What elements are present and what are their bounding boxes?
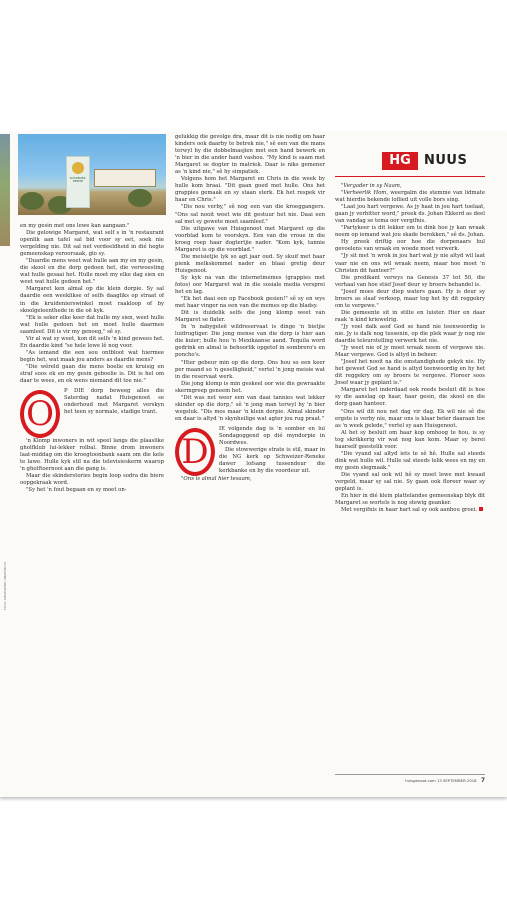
paragraph: "Die wêreld gaan die mens boelie en kruisig en straf soos ek en my gesin geboelie is. Dit is hel om daar te wees, en ek wens niemand dit toe nie." <box>20 363 164 385</box>
paragraph-text: weergalm die stemme van lidmate wat hierdie bekende loflied uit volle bors sing. <box>335 190 485 204</box>
article-column-3 <box>335 183 485 514</box>
paragraph: "Partykeer is dit lekker om te dink hoe jy kan wraak neem op iemand wat jou skade berokken," sê ds. Johan. <box>335 225 485 239</box>
paragraph: "Josef het nooit na die omstandighede gekyk nie. Hy het geweet God se hand is altyd teenwoordig en hy het dit reggekry om sy broers te vergewe. Floreer soos Josef waar jy geplant is." <box>335 359 485 387</box>
paragraph: "Duardie mens weet wat hulle aan my en my gesin, die skool en die dorp gedoen het, die verwoesting wat hulle gesaai het. Hulle moet my elke dag sien en weet wat hulle gedoen het." <box>20 258 164 286</box>
paragraph: "As iemand die een sou ontbloot wat hiermee begin het, wat maak jou anders as daardie mens? <box>20 349 164 363</box>
photo-tree <box>20 192 44 210</box>
dropcap-letter: O <box>20 390 60 438</box>
hymn-line <box>335 183 485 190</box>
paragraph: Margaret het inderdaad ook reeds besluit dit is hoe sy die aanslag op haar, haar gesin, die skool en die dorp gaan hanteer. <box>335 387 485 408</box>
paragraph: Die predikant verwys na Genesis 37 tot 50, die verhaal van hoe stief Josef deur sy broers behandel is. <box>335 274 485 288</box>
paragraph: Die meisietjie lyk so agt jaar oud. Sy skuif met haar pienk melkskommel nader en blaai gretig deur Huisgenoot. <box>175 253 325 274</box>
paragraph: en my gesin met ons lewe kan aangaan." <box>20 223 130 229</box>
paragraph: "Jy voel dalk asof God se hand nie teenwoordig is nie. Jy is dalk nog tussenin, op die plek waar jy nog nie daardie teleurstelling verwerk het nie. <box>335 323 485 345</box>
paragraph: En hier in dié klein plattelandse gemeenskap blyk dit Margaret se wortels is nog stewig geanker. <box>335 493 485 507</box>
paragraph: Maar die skinderstories begin loop sodra die biere oopgekraak word. <box>20 473 164 487</box>
paragraph: In 'n nabygeleë wildreservaat is dinge 'n bietjie luidrugtiger. Die jong mense van die dorp is hier aan die kuier; hulle hou 'n Mexikaanse aand. Tequila word gedrink en almal is behoorlik opgetof in sombrero's en poncho's. <box>175 324 325 359</box>
paragraph: "Ek het daai een op Facebook gesien!" sê sy en wys met haar vinger na een van die memes op die bladsy. <box>175 296 325 310</box>
paragraph: "Jy weet nie of jy moet wraak neem of vergewe nie. Maar vergewe. God is altyd in beheer. <box>335 345 485 359</box>
paragraph: Die gelowige Margaret, wat self s in 'n restaurant openlik aan tafel sal bid voor sy eet, soek nie vergelding nie. Dit sal net verdeeldheid in dié hegte gemeenskap veroorsaak, glo sy. <box>20 230 164 258</box>
paragraph: Die uitgawe van Huisgenoot met Margaret op die voorblad kom te voorskyn. Een van die vroue in die kroeg roep haar dogtertjie nader. "Kom kyk, tannie Margaret is op die voorblad." <box>175 225 325 253</box>
article-column-2 <box>175 134 325 483</box>
paragraph: Die stowwerige strate is stil, maar in die NG kerk op Schweizer-Reneke dawer lofsang tussendeur die kerkbanke en by die voordeur uit. <box>219 447 325 475</box>
paragraph: "Dis nou verby," sê nog een van die kroeggangers. "Ons sal nooit weet wie dit gestuur het nie. Daai een sal met sy gewete moet saamleef." <box>175 204 325 225</box>
page-footer <box>335 774 485 784</box>
paragraph: Al het sy besluit om haar kop omhoog te hou, is sy tog skrikkerig vir wat nog kan kom. Maar sy berei haarself geestelik voor. <box>335 429 485 450</box>
paragraph: Die gemeente sit in stilte en luister. Hier en daar raak 'n kind kriewelrig. <box>335 309 485 323</box>
footer-date: 13 SEPTEMBER 2018 <box>436 778 477 783</box>
paragraph: "Jy sit met 'n wrok in jou hart wat jy nie altyd wil laat vaar nie en ons wil wraak neem, maar hoe moet 'n Christen dit hanteer?" <box>335 253 485 274</box>
dropcap-letter: D <box>175 428 215 476</box>
previous-page-photo-edge <box>0 134 10 246</box>
hymn-line-text: "Ons is almal hier tesaam, <box>181 475 252 482</box>
photo-credit: FOTO: MELIKSPORT SNAPSHOTS <box>3 561 7 610</box>
article-photo <box>18 134 166 215</box>
paragraph: P DIE dorp beweeg alles die Saterdag nadat Huisgenoot se onderhoud met Margaret verskyn het teen sy normale, stadige trant. <box>64 388 164 416</box>
paragraph: "Laat jou hart vergewe. As jy haat in jou hart toelaat, gaan jy verbitter word," preek ds. Johan Ekkerd as deel van vandag se tema oor vergifnis. <box>335 204 485 225</box>
paragraph: Die jong klomp is min geskeel oor wie die gewraakte skermgreep geneem het. <box>175 380 325 394</box>
paragraph: gelukkig die gevolge dra, maar dit is nie nodig om haar kinders ook daarby te betrek nie," sê een van die mans terwyl hy die dobbelmasjien met een hand bewerk en 'n bier in die ander hand vashou. "My kind is saam met Margaret se dogter in matriek. Daar is niks gemener as 'n kind nie," sê hy simpatiek. <box>175 134 325 176</box>
hymn-line-text: "Vergader in sy Naam, <box>341 183 402 189</box>
paragraph: Margaret ken almal op die klein dorpie. Sy sal daardie een weeklikse of selfs daagliks op straat of in die kruidenierswinkel moet raakloop of by skoolgeleenthede in die oë kyk. <box>20 286 164 314</box>
article-column-1 <box>20 223 164 494</box>
dropcap-block <box>20 388 164 438</box>
paragraph: "Ons wil dit nou net dag vir dag. Ek wil nie sê die ergste is verby nie, maar ons is klaar beter daaraan toe as 'n week gelede," vertel sy aan Huisgenoot. <box>335 408 485 429</box>
town-sign-text: SCHWEIZER-RENEKE <box>69 177 87 183</box>
closing-paragraph <box>335 507 485 514</box>
section-divider <box>335 176 485 177</box>
photo-tree <box>128 189 152 207</box>
paragraph: Vir al wat sy weet, kon dit selfs 'n kind gewees het. En daardie kind "se hele lewe lê nog voor. <box>20 335 164 349</box>
town-sign <box>66 156 90 208</box>
paragraph: "Die vyand sal altyd iets te sê hê. Hulle sal steeds dink wat hulle wil. Hulle sal steeds lelik wees en my en my gesin slegmaak." <box>335 450 485 471</box>
roadside-board <box>94 169 156 187</box>
section-title: NUUS <box>424 153 468 168</box>
paragraph: Volgens hom het Margaret en Chris in die week by hulle kom braai. "Dit gaan goed met hulle. Ons het grappies gemaak en sy staan sterk. Ek het respek vir haar en Chris." <box>175 176 325 204</box>
paragraph: Sy kyk na van die internetmemes (grappies met fotos) oor Margaret wat in die sosiale media versprei het en lag. <box>175 274 325 296</box>
town-crest-icon <box>72 162 84 174</box>
footer-site: huisgenoot.com <box>405 778 436 783</box>
paragraph: "Ek is seker elke keer dat hulle my sien, weet hulle wat hulle gedoen het en moet hulle daarmee saamleef. Dit is vir my genoeg," sê sy. <box>20 314 164 335</box>
paragraph: Dit is duidelik selfs die jong klomp weet van Margaret se flater. <box>175 310 325 324</box>
paragraph: "Josef moes deur diep waters gaan. Hy is deur sy broers as slaaf verkoop, maar tog het hy dit reggekry om te vergewe." <box>335 288 485 309</box>
paragraph: "Sy het 'n fout begaan en sy moet on- <box>26 487 127 494</box>
paragraph: 'n Klomp inwoners in wit speel langs die plaaslike gholfklub lui-lekker rolbal. Binne drom inwoners laat-middag om die kroegtoonbank saam om die kele te lawe. Hulle kyk stil na die televisieskerm waarop 'n gholftoernooi aan die gang is. <box>20 438 164 473</box>
end-mark-icon <box>479 507 483 511</box>
paragraph: Hy preek driftig oor hoe die dorpenaars hul gevoelens van wraak en woede moet verwerk. <box>335 239 485 253</box>
hymn-line <box>335 190 485 204</box>
paragraph: Die vyand sal ook wil hê sy moet lewe met kwaad vergeld, maar sy sal nie. Sy gaan ook floreer waar sy geplant is. <box>335 471 485 493</box>
paragraph: "Dit was net weer een van daai tannies wat lekker skinder op die dorp," sê 'n jong man terwyl hy 'n bier wegsluk. "Dis mos maar 'n klein dorpie. Almal skinder en daar is altyd 'n skynheilige wat agter jou rug praat." <box>175 394 325 422</box>
paragraph: "Hier gebeur min op die dorp. Ons hou so een keer per maand so 'n geselligheid," vertel 'n jong meisie wat in die reservaat werk. <box>175 359 325 380</box>
hymn-line-text: "Verheerlik Hom, <box>341 190 389 197</box>
hymn-line <box>175 476 325 483</box>
paragraph: IE volgende dag is 'n somber en lui Sondagoggend op dié myndorpie in Noordwes. <box>219 425 325 447</box>
closing-text: Met vergifnis in haar hart sal sy ook aanhou groei. <box>341 507 478 514</box>
hg-logo: HG <box>382 152 418 170</box>
dropcap-block <box>175 426 325 476</box>
page-number: 7 <box>480 777 485 784</box>
